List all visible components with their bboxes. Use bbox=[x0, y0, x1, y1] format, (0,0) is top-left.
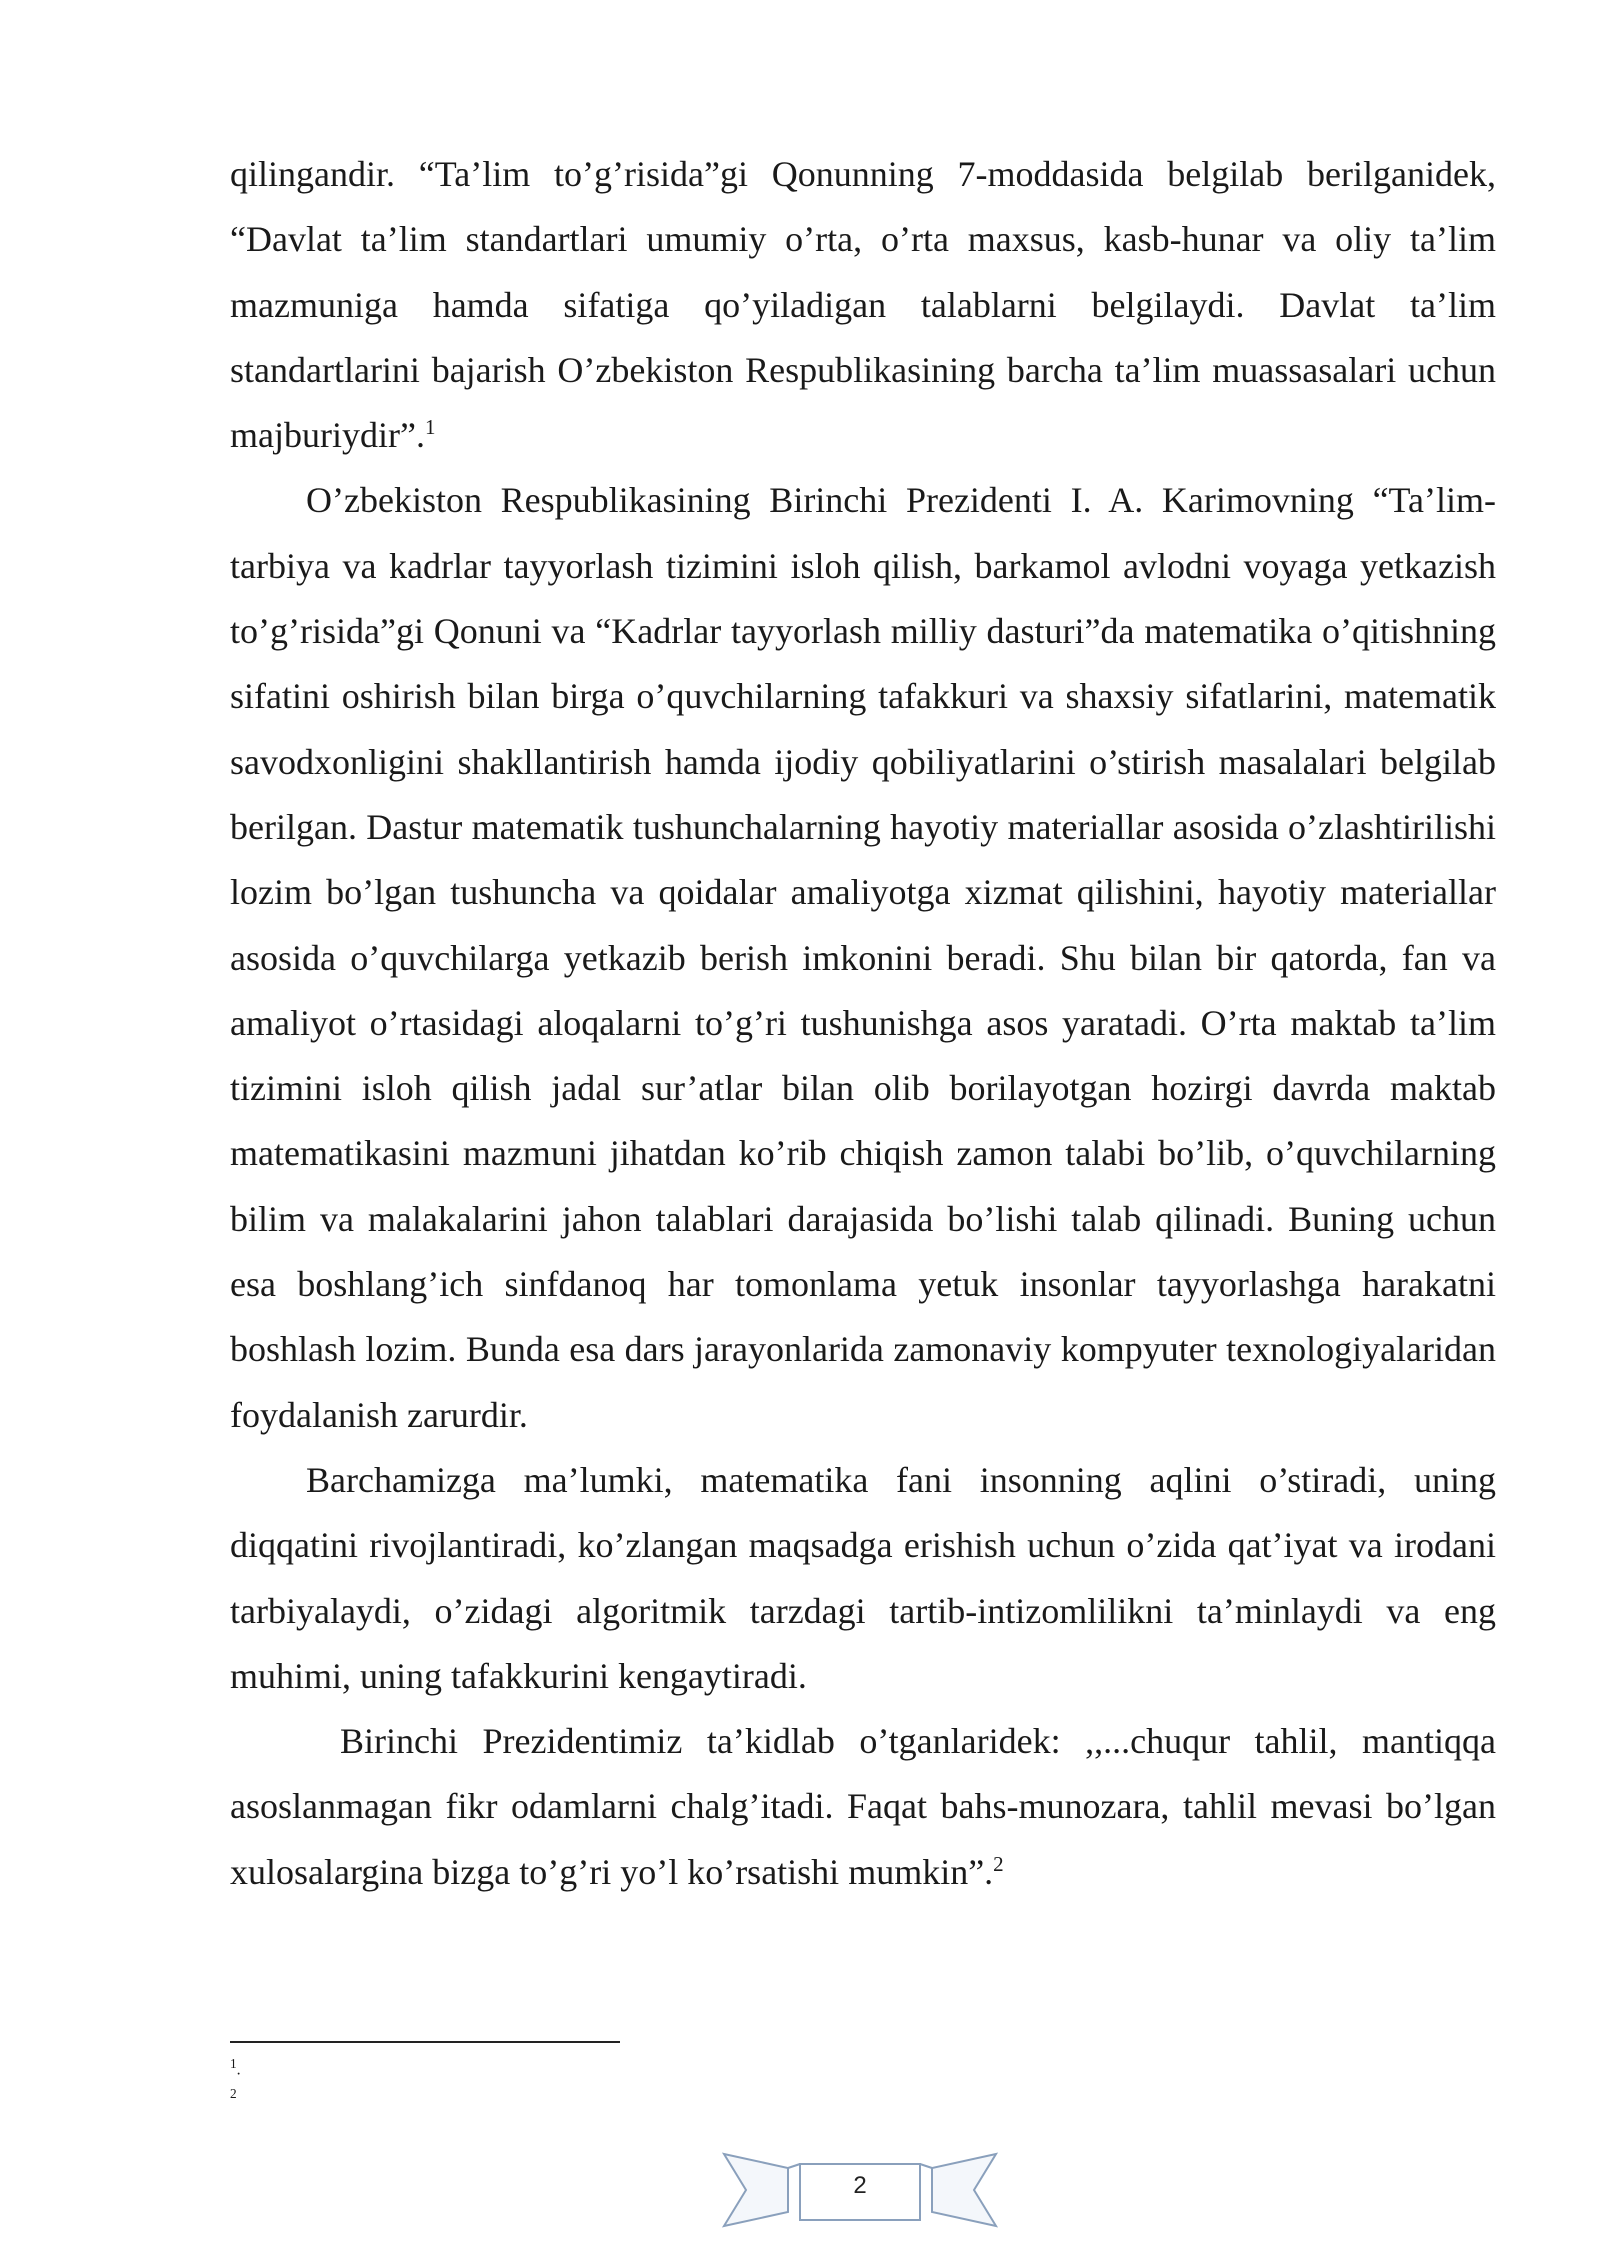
footnote-2 bbox=[230, 2082, 241, 2112]
footnote-1-mark: 1 bbox=[230, 2056, 237, 2071]
footnote-2-mark: 2 bbox=[230, 2086, 237, 2102]
page-number: 2 bbox=[853, 2172, 867, 2199]
paragraph-3 bbox=[230, 1448, 1496, 1709]
paragraph-2 bbox=[230, 468, 1496, 1447]
paragraph-2-text: O’zbekiston Respublikasining Birinchi Prezidenti I. A. Karimovning “Ta’lim-tarbiya va kadrlar tayyorlash tizimini isloh qilish, barkamol avlodni voyaga yetkazish to’g’risida”gi Qonuni va “Kadrlar tayyorlash milliy dasturi”da matematika o’qitishning sifatini oshirish bilan birga o’quvchilarning tafakkuri va shaxsiy sifatlarini, matematik savodxonligini shakllantirish hamda ijodiy qobiliyatlarini o’stirish masalalari belgilab berilgan. Dastur matematik tushunchalarning hayotiy materiallar asosida o’zlashtirilishi lozim bo’lgan tushuncha va qoidalar amaliyotga xizmat qilishini, hayotiy materiallar asosida o’quvchilarga yetkazib berish imkonini beradi. Shu bilan bir qatorda, fan va amaliyot o’rtasidagi aloqalarni to’g’ri tushunishga asos yaratadi. O’rta maktab ta’lim tizimini isloh qilish jadal sur’atlar bilan olib borilayotgan hozirgi davrda maktab matematikasini mazmuni jihatdan ko’rib chiqish zamon talabi bo’lib, o’quvchilarning bilim va malakalarini jahon talablari darajasida bo’lishi talab qilinadi. Buning uchun esa boshlang’ich sinfdanoq har tomonlama yetuk insonlar tayyorlashga harakatni boshlash lozim. Bunda esa dars jarayonlarida zamonaviy kompyuter texnologiyalaridan foydalanish zarurdir. bbox=[230, 480, 1496, 1435]
footnote-1-text: . bbox=[236, 2061, 241, 2079]
paragraph-4-text: Birinchi Prezidentimiz ta’kidlab o’tganlaridek: ,,...chuqur tahlil, mantiqqa asoslanmagan fikr odamlarni chalg’itadi. Faqat bahs-munozara, tahlil mevasi bo’lgan xulosalargina bizga to’g’ri yo’l ko’rsatishi mumkin”. bbox=[230, 1721, 1496, 1892]
paragraph-1 bbox=[230, 142, 1496, 468]
page-number-ribbon bbox=[720, 2150, 1000, 2230]
footnotes bbox=[230, 2052, 241, 2113]
body-text bbox=[230, 142, 1496, 1905]
paragraph-4 bbox=[230, 1709, 1496, 1905]
paragraph-3-text: Barchamizga ma’lumki, matematika fani insonning aqlini o’stiradi, uning diqqatini rivojlantiradi, ko’zlangan maqsadga erishish uchun o’zida qat’iyat va irodani tarbiyalaydi, o’zidagi algoritmik tarzdagi tartib-intizomlilikni ta’minlaydi va eng muhimi, uning tafakkurini kengaytiradi. bbox=[230, 1459, 1496, 1696]
footnote-ref-2: 2 bbox=[993, 1851, 1004, 1876]
paragraph-1-text: qilingandir. “Ta’lim to’g’risida”gi Qonunning 7-moddasida belgilab berilganidek, “Davlat ta’lim standartlari umumiy o’rta, o’rta maxsus, kasb-hunar va oliy ta’lim mazmuniga hamda sifatiga qo’yiladigan talablarni belgilaydi. Davlat ta’lim standartlarini bajarish O’zbekiston Respublikasining barcha ta’lim muassasalari uchun majburiydir”. bbox=[230, 154, 1496, 456]
footnote-ref-1: 1 bbox=[424, 415, 436, 440]
footnote-separator bbox=[230, 2041, 620, 2043]
footnote-1 bbox=[230, 2052, 241, 2082]
